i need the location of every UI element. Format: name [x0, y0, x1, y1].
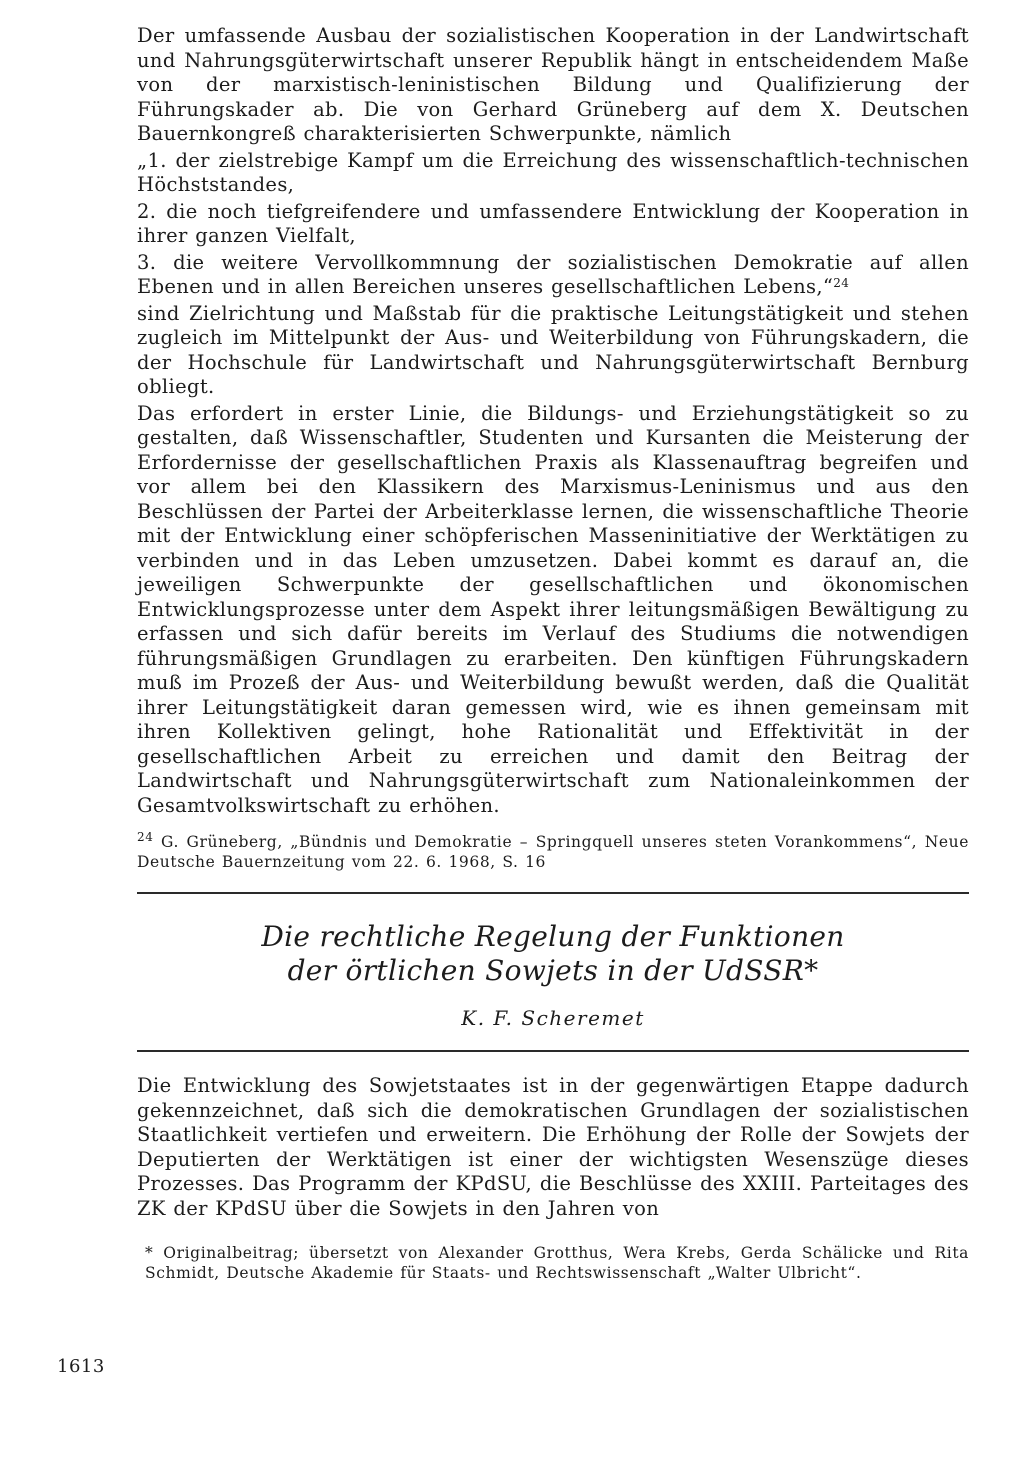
- section-divider-top: [137, 892, 969, 894]
- second-paragraph: Das erfordert in erster Linie, die Bildungs- und Erziehungstätigkeit so zu gestalten, daß Wissenschaftler, Studenten und Kursanten die Meisterung der Erfordernisse der gesellschaftlichen Praxis als Klassenauftrag begreifen und vor allem bei den Klassikern des Marxismus-Leninismus und aus den Beschlüssen der Partei der Arbeiterklasse lernen, die wissenschaftliche Theorie mit der Entwicklung einer schöpferischen Masseninitiative der Werktätigen zu verbinden und in das Leben umzusetzen. Dabei kommt es darauf an, die jeweiligen Schwerpunkte der gesellschaftlichen und ökonomischen Entwicklungsprozesse unter dem Aspekt ihrer leitungsmäßigen Bewältigung zu erfassen und sich dafür bereits im Verlauf des Studiums die notwendigen führungsmäßigen Grundlagen zu erarbeiten. Den künftigen Führungskadern muß im Prozeß der Aus- und Weiterbildung bewußt werden, daß die Qualität ihrer Leitungstätigkeit daran gemessen wird, wie es ihnen gemeinsam mit ihren Kollektiven gelingt, hohe Rationalität und Effektivität in der gesellschaftlichen Arbeit zu erreichen und damit den Beitrag der Landwirtschaft und Nahrungsgüterwirtschaft zum Nationaleinkommen der Gesamtvolkswirtschaft zu erhöhen.: [137, 401, 969, 817]
- footnote-mark: 24: [137, 830, 154, 844]
- intro-paragraph: Der umfassende Ausbau der sozialistischen Kooperation in der Landwirtschaft und Nahrungsgüterwirtschaft unserer Republik hängt in entscheidendem Maße von der marxistisch-leninistischen Bildung und Qualifizierung der Führungskader ab. Die von Gerhard Grüneberg auf dem X. Deutschen Bauernkongreß charakterisierten Schwerpunkte, nämlich: [137, 24, 969, 145]
- footnote-24: [137, 832, 969, 872]
- continuation-paragraph: sind Zielrichtung und Maßstab für die praktische Leitungstätigkeit und stehen zugleich im Mittelpunkt der Aus- und Weiterbildung von Führungskadern, die der Hochschule für Landwirtschaft und Nahrungsgüterwirtschaft Bernburg obliegt.: [137, 301, 969, 398]
- list-item-3-text: 3. die weitere Vervollkommnung der sozialistischen Demokratie auf allen Ebenen und in allen Bereichen unseres gesellschaftlichen Lebens,“: [137, 250, 969, 298]
- article-author: K. F. Scheremet: [461, 1006, 645, 1030]
- article-title-line-1: Die rechtliche Regelung der Funktionen: [261, 920, 845, 953]
- article-footnote: * Originalbeitrag; übersetzt von Alexander Grotthus, Wera Krebs, Gerda Schälicke und Rita Schmidt, Deutsche Akademie für Staats- und Rechtswissenschaft „Walter Ulbricht“.: [145, 1244, 969, 1282]
- list-item-3: [137, 251, 969, 300]
- list-item-1: „1. der zielstrebige Kampf um die Erreichung des wissenschaftlich-technischen Höchststandes,: [137, 148, 969, 196]
- page-number: 1613: [57, 1356, 105, 1377]
- article-title-line-2: der örtlichen Sowjets in der UdSSR*: [287, 954, 819, 987]
- footnote-24-text: G. Grüneberg, „Bündnis und Demokratie – Springquell unseres steten Vorankommens“, Neue Deutsche Bauernzeitung vom 22. 6. 1968, S. 16: [137, 833, 969, 871]
- article-body: Die Entwicklung des Sowjetstaates ist in der gegenwärtigen Etappe dadurch gekennzeichnet, daß sich die demokratischen Grundlagen der sozialistischen Staatlichkeit vertiefen und erweitern. Die Erhöhung der Rolle der Sowjets der Deputierten der Werktätigen ist einer der wichtigsten Wesenszüge dieses Prozesses. Das Programm der KPdSU, die Beschlüsse des XXIII. Parteitages des ZK der KPdSU über die Sowjets in den Jahren von: [137, 1074, 969, 1220]
- page-content: [137, 24, 969, 1299]
- list-item-2: 2. die noch tiefgreifendere und umfassendere Entwicklung der Kooperation in ihrer ganzen Vielfalt,: [137, 199, 969, 247]
- section-divider-bottom: [137, 1050, 969, 1052]
- article-title: [137, 920, 969, 988]
- footnote-reference-24: 24: [833, 276, 850, 290]
